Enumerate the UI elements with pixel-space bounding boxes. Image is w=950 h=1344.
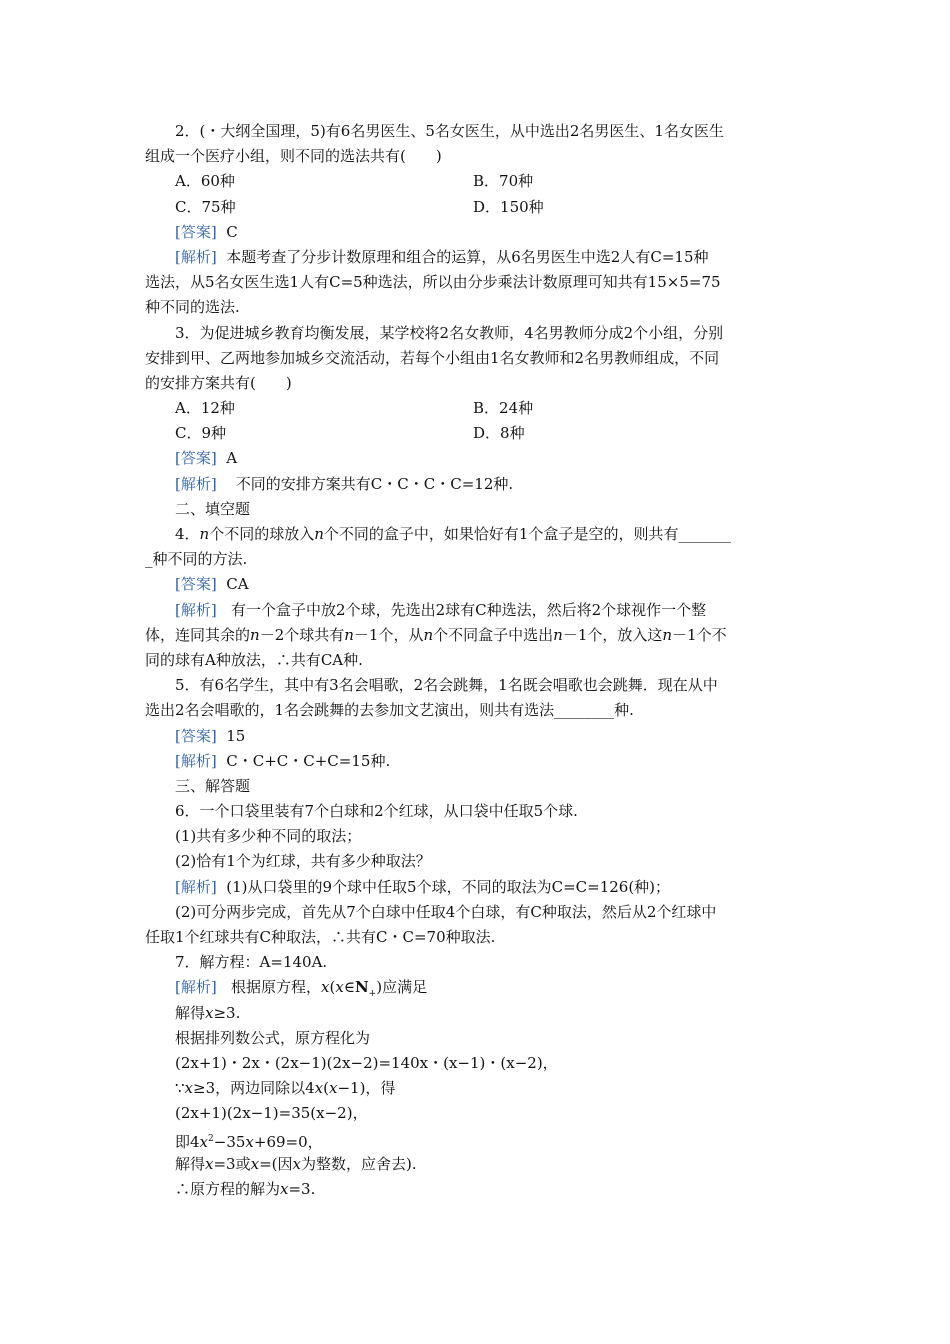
var-x: x [184, 1079, 194, 1098]
q7-s8-because: =(因 [259, 1154, 293, 1173]
var-x: x [199, 1132, 209, 1151]
q5-analysis-line1 [145, 749, 807, 774]
var-x: x [280, 1179, 289, 1198]
q3-answer-value: A [226, 449, 238, 468]
q7-s5-text: ≥3，两边同除以4 [193, 1079, 315, 1098]
var-x: x [245, 1132, 254, 1151]
q7-s9-text: ∴原方程的解为 [175, 1179, 281, 1198]
q3-options-cd [145, 421, 807, 446]
q4-text-a: 个不同的球放入 [209, 525, 315, 543]
q7-stem-line1: 7．解方程：A=140A. [175, 953, 328, 972]
q3-option-a: A．12种 [175, 399, 235, 418]
q7-step3: 根据排列数公式，原方程化为 [175, 1028, 371, 1047]
q4-analysis-line2 [145, 623, 807, 648]
q4-a2-part1: 体，连同其余的 [145, 625, 251, 644]
q7-s1-end: )应满足 [376, 978, 428, 997]
q2-option-d: D．150种 [473, 197, 544, 216]
q4-analysis-text1: 有一个盒子中放2个球，先选出2球有C种选法，然后将2个球视作一个整 [231, 600, 707, 619]
q3-analysis-line1 [145, 472, 807, 497]
analysis-tag: [解析] [175, 600, 217, 619]
answer-tag: [答案] [175, 726, 217, 745]
var-x: x [329, 1079, 338, 1098]
q2-stem-line2: 组成一个医疗小组，则不同的选法共有( ) [145, 147, 442, 166]
q7-s9-end: =3. [288, 1179, 316, 1198]
q7-step9 [145, 1177, 807, 1202]
q7-s1-paren: ( [329, 978, 336, 997]
var-x: x [205, 1154, 214, 1173]
var-x: x [314, 1079, 324, 1098]
q2-option-a: A．60种 [175, 172, 235, 191]
q4-a2-part4: 个不同盒子中选出 [433, 625, 554, 644]
q6-analysis-line1 [145, 875, 807, 900]
q2-analysis-line2: 选法，从5名女医生选1人有C=5种选法，所以由分步乘法计数原理可知共有15×5=75 [145, 273, 721, 292]
q7-step4: (2x+1)・2x・(2x−1)(2x−2)=140x・(x−1)・(x−2)， [175, 1053, 558, 1072]
analysis-tag: [解析] [175, 978, 217, 997]
var-x: x [335, 978, 344, 997]
q3-stem-line2: 安排到甲、乙两地参加城乡交流活动，若每个小组由1名女教师和2名男教师组成，不同 [145, 348, 720, 367]
q4-analysis-line3: 同的球有A种放法，∴共有CA种. [145, 650, 363, 669]
q5-stem-line1: 5．有6名学生，其中有3名会唱歌，2名会跳舞，1名既会唱歌也会跳舞．现在从中 [175, 676, 718, 695]
section-fill-in-heading: 二、填空题 [175, 499, 251, 518]
q7-s7-end: +69=0， [253, 1132, 323, 1151]
q4-a2-part5: －1个，放入这 [562, 625, 663, 644]
q4-answer-value: CA [226, 575, 249, 594]
q6-analysis-line2: (2)可分两步完成，首先从7个白球中任取4个白球，有C种取法，然后从2个红球中 [175, 902, 717, 921]
q2-stem-line1: 2．(・大纲全国理，5)有6名男医生、5名女医生，从中选出2名男医生、1名女医生 [175, 122, 724, 140]
q7-step6: (2x+1)(2x−1)=35(x−2)， [175, 1104, 368, 1123]
analysis-tag: [解析] [175, 877, 217, 896]
q7-s8-end: 为整数，应舍去). [300, 1154, 417, 1173]
q5-stem-line2: 选出2名会唱歌的，1名会跳舞的去参加文艺演出，则共有选法________种. [145, 701, 634, 720]
q6-stem-line2: (1)共有多少种不同的取法； [175, 827, 362, 846]
q6-stem-line1: 6．一个口袋里装有7个白球和2个红球，从口袋中任取5个球. [175, 802, 578, 821]
q6-analysis-line3: 任取1个红球共有C种取法，∴共有C・C=70种取法. [145, 928, 496, 946]
var-x: x [250, 1154, 260, 1173]
q4-stem-line2: _种不同的方法. [145, 550, 248, 569]
q7-s1-text: 根据原方程， [231, 978, 322, 997]
q3-stem-line1: 3．为促进城乡教育均衡发展，某学校将2名女教师，4名男教师分成2个小组，分别 [175, 323, 724, 342]
q3-option-c: C．9种 [175, 424, 227, 443]
q7-step7 [145, 1127, 807, 1152]
var-x: x [205, 1003, 214, 1022]
var-n: n [250, 625, 260, 644]
q2-analysis-line3: 种不同的选法. [145, 298, 240, 317]
answer-tag: [答案] [175, 575, 217, 594]
q6-stem-line3: (2)恰有1个为红球，共有多少种取法？ [175, 852, 431, 871]
q7-step8 [145, 1152, 807, 1177]
var-n: n [344, 625, 354, 644]
var-n: n [662, 625, 673, 644]
q5-analysis-text1: C・C+C・C+C=15种. [226, 751, 391, 770]
q7-step5 [145, 1076, 807, 1101]
q7-s5-paren: ( [323, 1079, 329, 1098]
q4-a2-part2: －2个球共有 [259, 625, 345, 644]
q4-answer [145, 572, 807, 597]
var-n: n [423, 625, 434, 644]
q7-s8-text: 解得 [175, 1154, 206, 1173]
var-n: n [553, 625, 563, 644]
q2-option-b: B．70种 [473, 172, 534, 191]
q4-analysis-line1 [145, 598, 807, 623]
q5-answer [145, 724, 807, 749]
q2-option-c: C．75种 [175, 197, 236, 216]
q7-s1-in: ∈ [343, 978, 355, 997]
var-n: n [199, 525, 210, 543]
var-x: x [292, 1154, 301, 1173]
q7-s7-exponent: 2 [208, 1133, 214, 1144]
q3-answer [145, 446, 807, 471]
q5-answer-value: 15 [226, 726, 246, 745]
q2-analysis-text1: 本题考查了分步计数原理和组合的运算，从6名男医生中选2人有C=15种 [226, 247, 709, 266]
q2-analysis-line1 [145, 245, 807, 270]
q7-s2-text: 解得 [175, 1003, 206, 1022]
analysis-tag: [解析] [175, 751, 217, 770]
q3-option-d: D．8种 [473, 424, 525, 443]
q7-s1-naturals: N [354, 978, 369, 997]
q7-s5-because: ∵ [175, 1079, 185, 1098]
q2-answer-value: C [226, 222, 238, 241]
q3-stem-line3: 的安排方案共有( ) [145, 373, 292, 392]
var-x: x [321, 978, 330, 997]
q3-options-ab [145, 396, 807, 421]
q7-s7-text: 即4 [175, 1132, 200, 1151]
var-n: n [314, 525, 324, 543]
section-solve-heading: 三、解答题 [175, 776, 251, 795]
q3-option-b: B．24种 [473, 399, 534, 418]
analysis-tag: [解析] [175, 247, 217, 266]
q2-options-cd [145, 195, 807, 220]
q4-a2-part6: －1个不 [672, 625, 727, 644]
q4-stem-line1 [145, 522, 807, 547]
analysis-tag: [解析] [175, 474, 217, 493]
q2-options-ab [145, 169, 807, 194]
q7-s1-plus: + [368, 989, 377, 1000]
document-content [145, 119, 807, 1202]
q6-analysis-text1: (1)从口袋里的9个球中任取5个球，不同的取法为C=C=126(种)； [226, 877, 671, 896]
q7-s2-end: ≥3. [213, 1003, 241, 1022]
q7-s5-end: −1)，得 [337, 1079, 396, 1098]
answer-tag: [答案] [175, 449, 217, 468]
answer-tag: [答案] [175, 222, 217, 241]
q4-text-b: 个不同的盒子中，如果恰好有1个盒子是空的，则共有_______ [323, 525, 731, 543]
q7-s8-or: =3或 [213, 1154, 251, 1173]
q4-number: 4． [175, 525, 200, 543]
q2-answer [145, 220, 807, 245]
q7-step2 [145, 1001, 807, 1026]
q7-analysis-line1 [145, 975, 807, 1000]
q4-a2-part3: －1个，从 [353, 625, 424, 644]
q7-s7-mid: −35 [213, 1132, 246, 1151]
q3-analysis-text1: 不同的安排方案共有C・C・C・C=12种. [235, 474, 514, 493]
